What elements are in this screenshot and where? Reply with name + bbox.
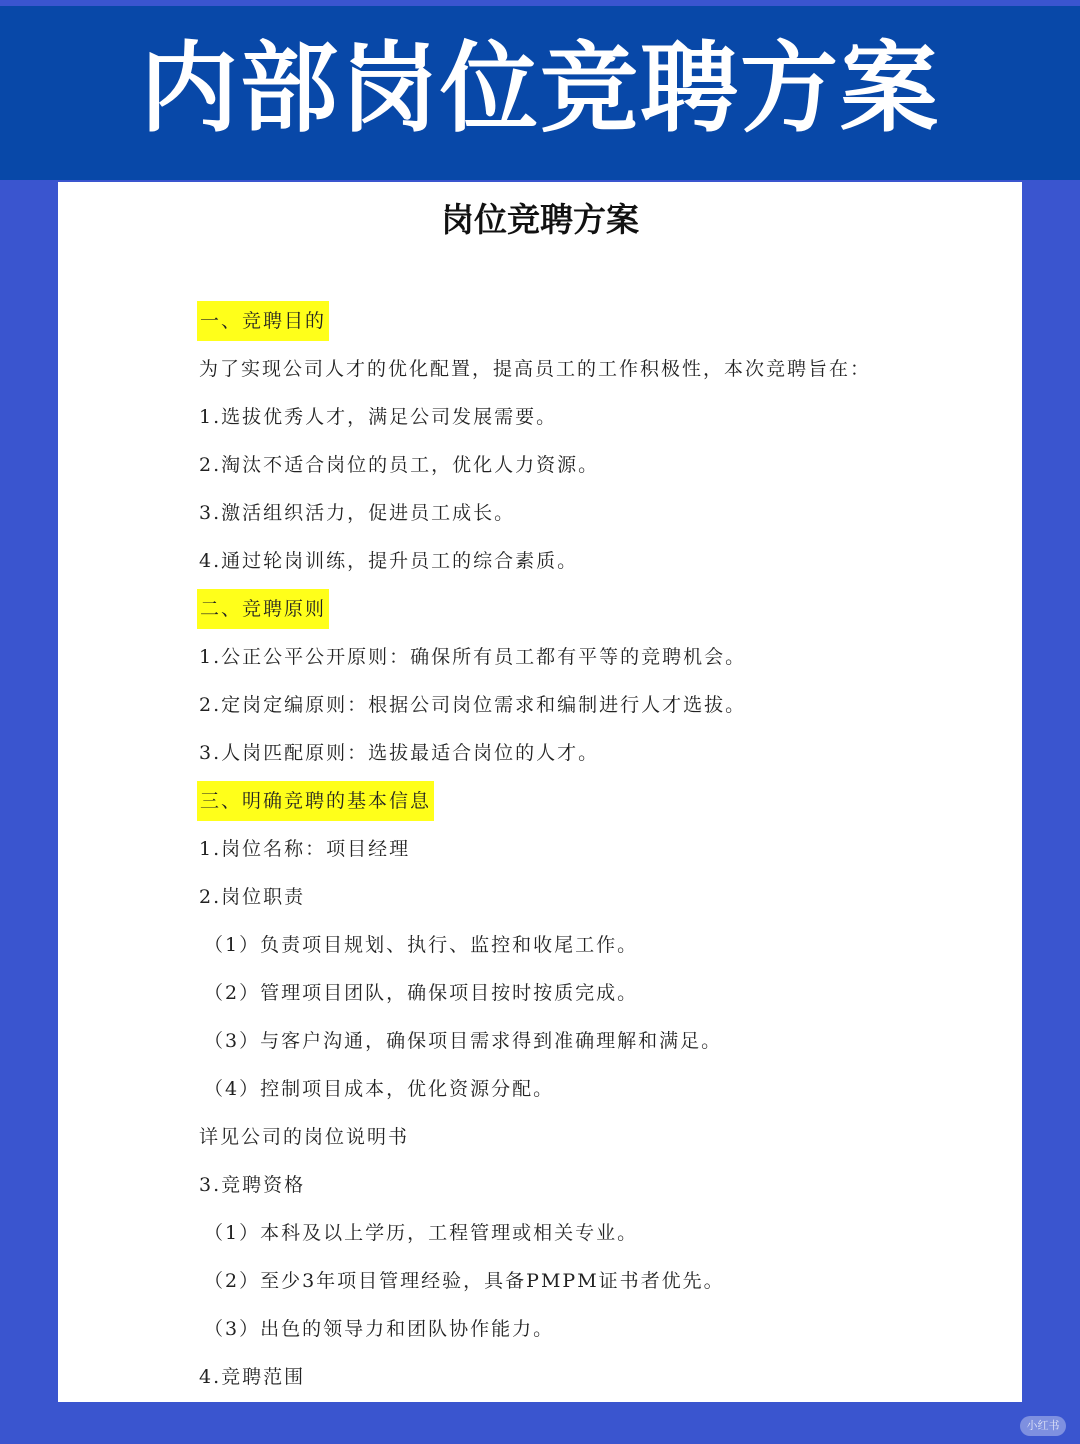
- body-line: 详见公司的岗位说明书: [199, 1126, 410, 1148]
- body-line: 3.激活组织活力，促进员工成长。: [199, 502, 516, 524]
- section-heading: 一、竞聘目的: [197, 301, 329, 341]
- body-line: （1）本科及以上学历，工程管理或相关专业。: [204, 1222, 639, 1244]
- body-line: 1.岗位名称：项目经理: [199, 838, 411, 860]
- body-line: 2.淘汰不适合岗位的员工，优化人力资源。: [199, 454, 600, 476]
- banner-title: 内部岗位竞聘方案: [139, 32, 940, 146]
- body-line: 2.岗位职责: [199, 886, 306, 908]
- title-banner: [0, 6, 1080, 180]
- body-line: 1.公正公平公开原则：确保所有员工都有平等的竞聘机会。: [199, 646, 747, 668]
- body-line: 3.竞聘资格: [199, 1174, 306, 1196]
- watermark-logo: 小红书: [1020, 1416, 1066, 1436]
- body-line: 为了实现公司人才的优化配置，提高员工的工作积极性，本次竞聘旨在：: [199, 358, 872, 380]
- body-line: 2.定岗定编原则：根据公司岗位需求和编制进行人才选拔。: [199, 694, 747, 716]
- body-line: （1）负责项目规划、执行、监控和收尾工作。: [204, 934, 639, 956]
- section-heading: 三、明确竞聘的基本信息: [197, 781, 434, 821]
- body-line: 4.竞聘范围: [199, 1366, 306, 1388]
- section-heading: 二、竞聘原则: [197, 589, 329, 629]
- document-title: 岗位竞聘方案: [441, 200, 639, 239]
- body-line: 1.选拔优秀人才，满足公司发展需要。: [199, 406, 558, 428]
- body-line: （4）控制项目成本，优化资源分配。: [204, 1078, 555, 1100]
- body-line: （2）至少3年项目管理经验，具备PMPM证书者优先。: [204, 1270, 725, 1292]
- body-line: （2）管理项目团队，确保项目按时按质完成。: [204, 982, 639, 1004]
- body-line: 3.人岗匹配原则：选拔最适合岗位的人才。: [199, 742, 600, 764]
- body-line: （3）出色的领导力和团队协作能力。: [204, 1318, 555, 1340]
- body-line: （3）与客户沟通，确保项目需求得到准确理解和满足。: [204, 1030, 723, 1052]
- body-line: 4.通过轮岗训练，提升员工的综合素质。: [199, 550, 579, 572]
